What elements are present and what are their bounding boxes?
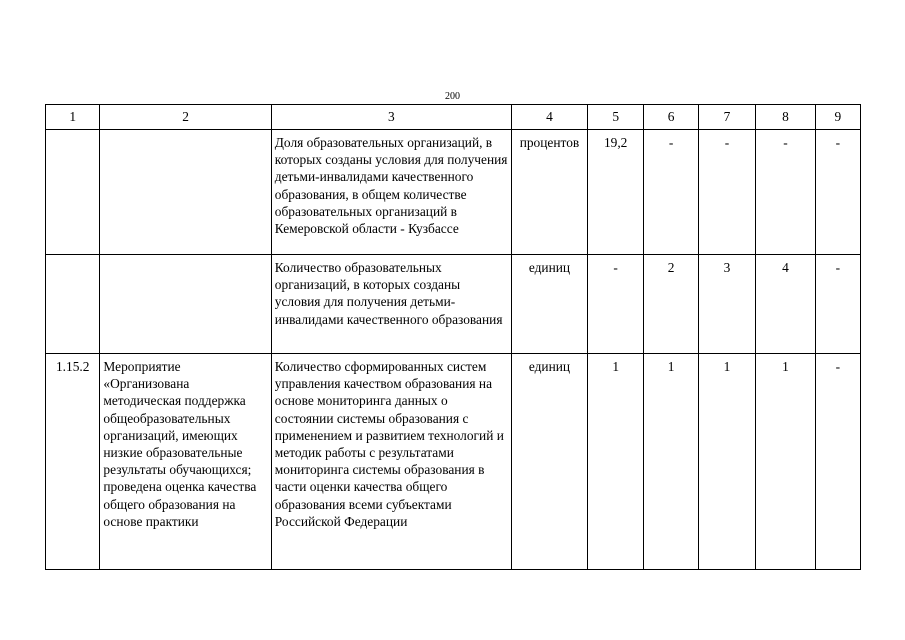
value-cell-8: 1 [756,354,816,570]
activity-cell [100,255,271,354]
activity-cell [100,130,271,255]
row-number-cell [46,255,100,354]
unit-cell: единиц [511,255,587,354]
value-cell-7: 3 [698,255,755,354]
unit-cell: единиц [511,354,587,570]
header-cell-5: 5 [587,105,643,130]
table-row [46,130,861,255]
table-row [46,255,861,354]
header-row [46,105,861,130]
activity-cell: Мероприятие «Организована методическая поддержка общеобразовательных организаций, имеющих низкие образовательные результаты обучающихся; проведена оценка качества общего образования на основе практики [100,354,271,570]
header-cell-3: 3 [271,105,511,130]
header-cell-7: 7 [698,105,755,130]
indicator-cell: Доля образовательных организаций, в которых созданы условия для получения детьми-инвалидами качественного образования, в общем количестве образовательных организаций в Кемеровской области - Кузбассе [271,130,511,255]
unit-cell: процентов [511,130,587,255]
value-cell-6: 1 [644,354,698,570]
value-cell-5: - [587,255,643,354]
header-cell-2: 2 [100,105,271,130]
value-cell-5: 19,2 [587,130,643,255]
value-cell-7: 1 [698,354,755,570]
header-cell-4: 4 [511,105,587,130]
row-number-cell: 1.15.2 [46,354,100,570]
table-row [46,354,861,570]
page-number: 200 [445,91,460,102]
header-cell-6: 6 [644,105,698,130]
value-cell-9: - [815,130,860,255]
value-cell-5: 1 [587,354,643,570]
indicators-table [45,104,861,570]
value-cell-9: - [815,354,860,570]
indicator-cell: Количество образовательных организаций, в которых созданы условия для получения детьми-инвалидами качественного образования [271,255,511,354]
value-cell-8: 4 [756,255,816,354]
value-cell-6: - [644,130,698,255]
value-cell-8: - [756,130,816,255]
value-cell-9: - [815,255,860,354]
value-cell-6: 2 [644,255,698,354]
header-cell-1: 1 [46,105,100,130]
row-number-cell [46,130,100,255]
value-cell-7: - [698,130,755,255]
indicator-cell: Количество сформированных систем управления качеством образования на основе мониторинга данных о состоянии системы образования с применением и развитием технологий и методик работы с результатами мониторинга системы образования в части оценки качества общего образования всеми субъектами Российской Федерации [271,354,511,570]
header-cell-9: 9 [815,105,860,130]
header-cell-8: 8 [756,105,816,130]
